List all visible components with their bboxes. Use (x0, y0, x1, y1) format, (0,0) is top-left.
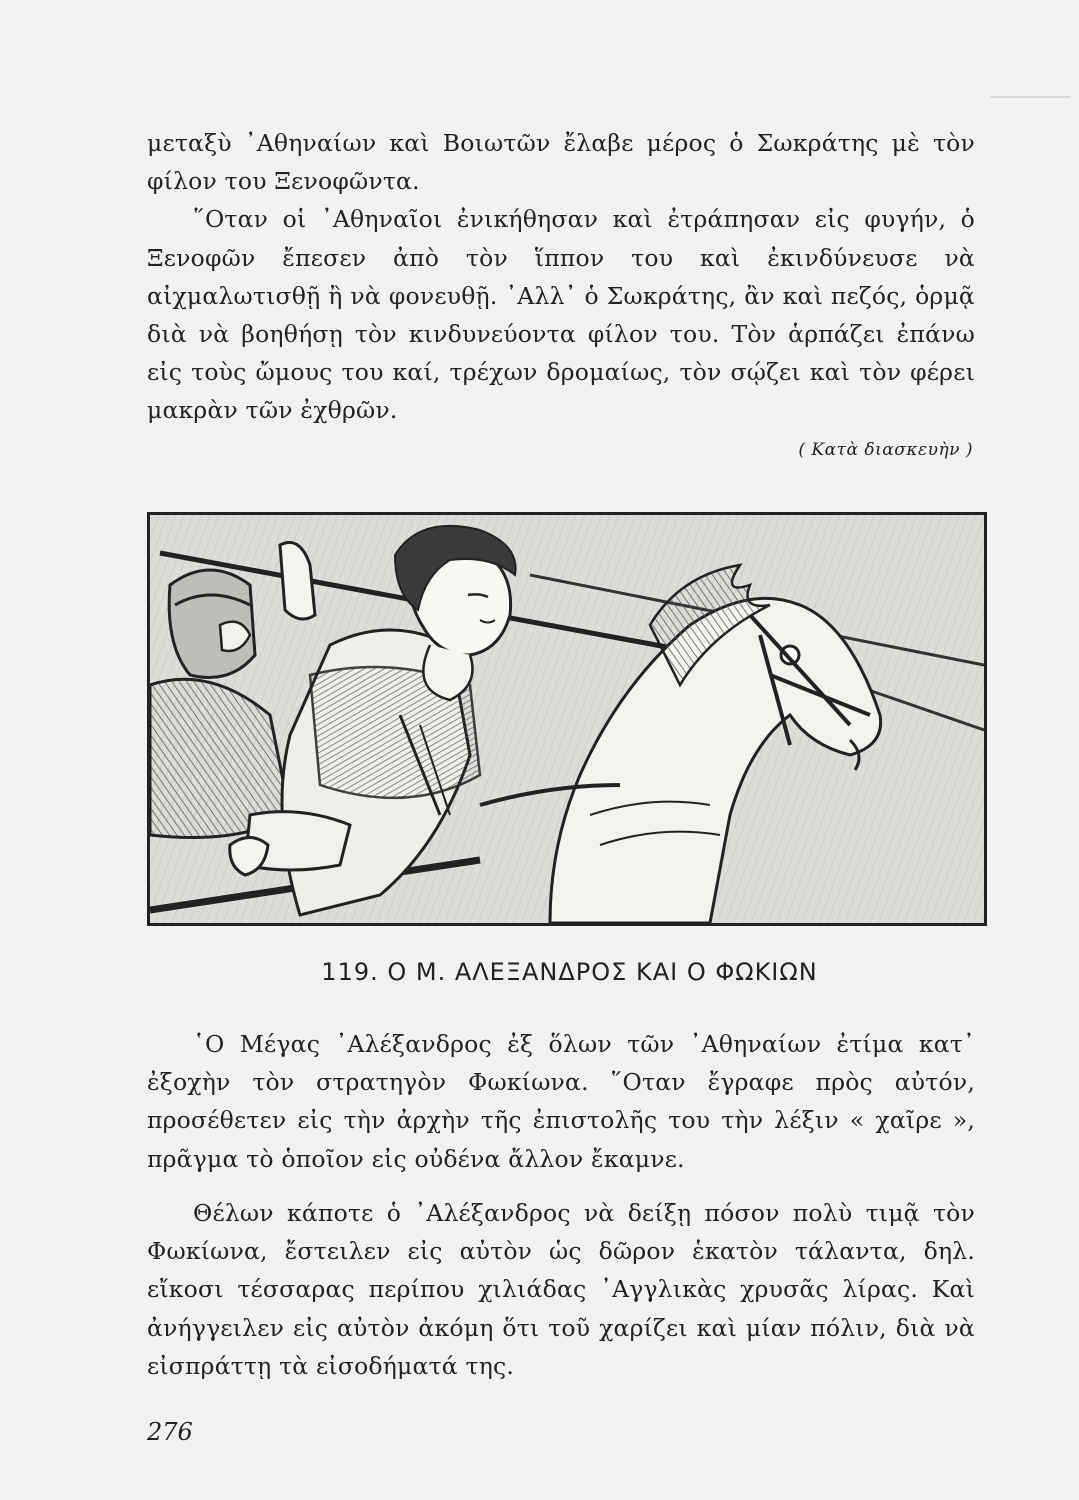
page-number: 276 (147, 1418, 193, 1446)
attribution: ( Κατὰ διασκευὴν ) (798, 440, 973, 460)
paragraph-continuation: μεταξὺ ᾿Αθηναίων καὶ Βοιωτῶν ἔλαβε μέρος ὁ Σωκράτης μὲ τὸν φίλον του Ξενοφῶντα. (147, 129, 975, 196)
text-block-bottom-1 (147, 1025, 975, 1178)
paragraph-gift-to-phocion: Θέλων κάποτε ὁ ᾿Αλέξανδρος νὰ δείξῃ πόσον πολὺ τιμᾷ τὸν Φωκίωνα, ἔστειλεν εἰς αὐτὸν ὡς δῶρον ἑκατὸν τάλαντα, δηλ. εἴκοσι τέσσαρας περίπου χιλιάδας ᾿Αγγλικὰς χρυσᾶς λίρας. Καὶ ἀνήγγειλεν εἰς αὐτὸν ἀκόμη ὅτι τοῦ χαρίζει καὶ μίαν πόλιν, διὰ νὰ εἰσπράττῃ τὰ εἰσοδήματά της. (147, 1199, 975, 1380)
section-heading: 119. Ο Μ. ΑΛΕΞΑΝΔΡΟΣ ΚΑΙ Ο ΦΩΚΙΩΝ (321, 958, 818, 986)
bleed-through-mark (990, 96, 1070, 98)
paragraph-alexander-honors-phocion: ῾Ο Μέγας ᾿Αλέξανδρος ἐξ ὅλων τῶν ᾿Αθηναίων ἐτίμα κατ᾿ ἐξοχὴν τὸν στρατηγὸν Φωκίωνα. ῞Οταν ἔγραφε πρὸς αὐτόν, προσέθετεν εἰς τὴν ἀρχὴν τῆς ἐπιστολῆς του τὴν λέξιν « χαῖρε », πρᾶγμα τὸ ὁποῖον εἰς οὐδένα ἄλλον ἔκαμνε. (147, 1030, 975, 1173)
alexander-on-horseback-icon (150, 515, 984, 923)
paragraph-socrates-rescue: ῞Οταν οἱ ᾿Αθηναῖοι ἐνικήθησαν καὶ ἐτράπησαν εἰς φυγήν, ὁ Ξενοφῶν ἔπεσεν ἀπὸ τὸν ἵππον του καὶ ἐκινδύνευσε νὰ αἰχμαλωτισθῇ ἢ νὰ φονευθῇ. ᾿Αλλ᾿ ὁ Σωκράτης, ἂν καὶ πεζός, ὁρμᾷ διὰ νὰ βοηθήσῃ τὸν κινδυνεύοντα φίλον του. Τὸν ἁρπάζει ἐπάνω εἰς τοὺς ὤμους του καί, τρέχων δρομαίως, τὸν σῴζει καὶ τὸν φέρει μακρὰν τῶν ἐχθρῶν. (147, 205, 975, 425)
text-block-bottom-2 (147, 1194, 975, 1385)
text-block-top (147, 124, 975, 430)
illustration-frame (147, 512, 987, 926)
